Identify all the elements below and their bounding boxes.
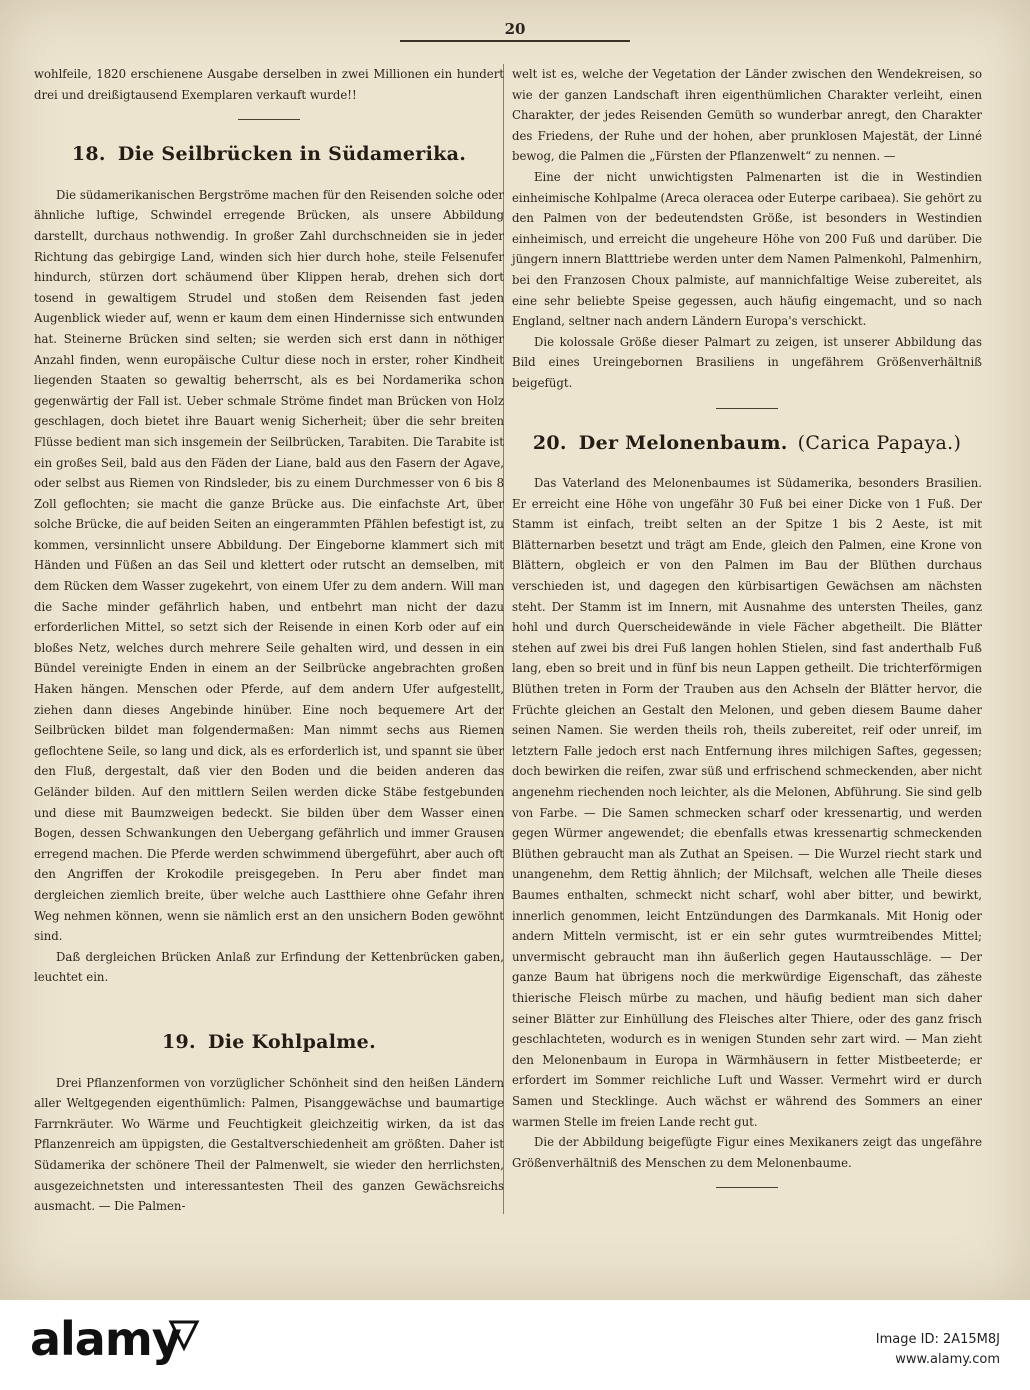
website-label: www.alamy.com xyxy=(895,1352,1000,1367)
section-20-heading xyxy=(512,433,982,454)
section-latin-name: (Carica Papaya.) xyxy=(797,431,962,454)
brand-logo: alamy xyxy=(30,1312,181,1366)
page-number: 20 xyxy=(504,20,526,38)
body-paragraph: welt ist es, welche der Vegetation der Länder zwischen den Wendekreisen, so wie der ganzen Landschaft ihren eigenthümlichen Charakter verleiht, einen Charakter, der jedes Reisenden Gemüth so wunderbar anregt, den Charakter des Friedens, der Ruhe und der hohen, aber prunklosen Majestät, der Linné bewog, die Palmen die „Fürsten der Pflanzenwelt“ zu nennen. — xyxy=(512,67,982,164)
body-paragraph: Die kolossale Größe dieser Palmart zu zeigen, ist unserer Abbildung das Bild eines Ureingebornen Brasiliens in ungefährem Größenverhältniß beigefügt. xyxy=(512,334,982,390)
section-number: 19. xyxy=(162,1030,196,1053)
body-paragraph: Das Vaterland des Melonenbaumes ist Südamerika, besonders Brasilien. Er erreicht eine Höhe von ungefähr 30 Fuß bei einer Dicke von 1 Fuß. Der Stamm ist einfach, treibt selten an der Spitze 1 bis 2 Aeste, ist mit Blätternarben besetzt und trägt am Ende, gleich den Palmen, eine Krone von Blättern, obgleich er von den Palmen im Bau der Blüthen durchaus verschieden ist, und dagegen den kürbisartigen Gewächsen am nächsten steht. Der Stamm ist im Innern, mit Ausnahme des untersten Theiles, ganz hohl und durch Querscheidewände in viele Fächer abgetheilt. Die Blätter stehen auf zwei bis drei Fuß langen hohlen Stielen, sind fast anderthalb Fuß lang, eben so breit und in fünf bis neun Lappen getheilt. Die trichterförmigen Blüthen treten in Form der Trauben aus den Achseln der Blätter hervor, die Früchte gleichen an Gestalt den Melonen, und geben diesem Baume daher seinen Namen. Sie werden theils roh, theils zubereitet, reif oder unreif, im letztern Falle jedoch erst nach Entfernung ihres milchigen Saftes, gegessen; doch bewirken die reifen, zwar süß und erfrischend schmeckenden, aber nicht angenehm riechenden noch leichter, als die Melonen, Abführung. Sie sind gelb von Farbe. — Die Samen schmecken scharf oder kressenartig, und werden gegen Würmer angewendet; die ebenfalls etwas kressenartig schmeckenden Blüthen gebraucht man als Zuthat an Speisen. — Die Wurzel riecht stark und unangenehm, dem Rettig ähnlich; der Milchsaft, welchen alle Theile dieses Baumes enthalten, schmeckt nicht scharf, wohl aber bitter, und bewirkt, innerlich genommen, leicht Entzündungen des Darmkanals. Mit Honig oder andern Mitteln vermischt, ist er ein sehr gutes wurmtreibendes Mittel; unvermischt gebraucht man ihn äußerlich gegen Hautausschläge. — Der ganze Baum hat übrigens noch die merkwürdige Eigenschaft, das zäheste thierische Fleisch mürbe zu machen, und häufig bedient man sich daher seiner Blätter zur Einhüllung des Fleisches alter Thiere, oder des ganz frisch geschlachteten, wodurch es in wenigen Stunden sehr zart wird. — Man zieht den Melonenbaum in Europa in Wärmhäusern in fetter Mistbeeterde; er erfordert im Sommer reichliche Luft und Wasser. Vermehrt wird er durch Samen und Stecklinge. Auch wächst er während des Sommers an einer warmen Stelle im freien Lande recht gut. xyxy=(512,476,982,1129)
image-id-label: Image ID: 2A15M8J xyxy=(875,1332,1000,1347)
brand-mark-icon xyxy=(167,1318,201,1352)
section-separator xyxy=(716,1187,778,1188)
section-title: Die Kohlpalme. xyxy=(207,1030,376,1053)
stock-meta xyxy=(876,1330,1000,1370)
body-paragraph: Die südamerikanischen Bergströme machen für den Reisenden solche oder ähnliche luftige, Schwindel erregende Brücken, als unsere Abbildung darstellt, durchaus nothwendig. In großer Zahl durchschneiden sie in jeder Richtung das gebirgige Land, winden sich hier durch hohe, steile Felsenufer hindurch, stürzen dort schäumend über Klippen herab, drehen sich dort tosend in gewaltigem Strudel und stoßen dem Reisenden fast jeden Augenblick wieder auf, wenn er kaum dem einen Hindernisse sich entwunden hat. Steinerne Brücken sind selten; sie werden sich erst dann in nöthiger Anzahl finden, wenn europäische Cultur diese noch in erster, roher Kindheit liegenden Staaten so gewaltig beherrscht, als es bei Nordamerika schon gegenwärtig der Fall ist. Ueber schmale Ströme findet man Brücken von Holz geschlagen, doch bietet ihre Bauart wenig Sicherheit; über die sehr breiten Flüsse bedient man sich insgemein der Seilbrücken, Tarabiten. Die Tarabite ist ein großes Seil, bald aus den Fäden der Liane, bald aus den Fasern der Agave, oder selbst aus Riemen von Rindsleder, bis zu einem Durchmesser von 6 bis 8 Zoll geflochten; sie macht die ganze Brücke aus. Die einfachste Art, über solche Brücke, die auf beiden Seiten an eingerammten Pfählen befestigt ist, zu kommen, versinnlicht unsere Abbildung. Der Eingeborne klammert sich mit Händen und Füßen an das Seil und klettert oder rutscht an demselben, mit dem Rücken dem Wasser zugekehrt, von einem Ufer zu dem andern. Will man die Sache minder gefährlich haben, und entbehrt man nicht der dazu erforderlichen Mittel, so setzt sich der Reisende in einen Korb oder auf ein bloßes Netz, welches durch mehrere Seile gehalten wird, und dessen in ein Bündel vereinigte Enden in einem an der Seilbrücke angebrachten großen Haken hängen. Menschen oder Pferde, auf dem andern Ufer aufgestellt, ziehen dann dieses Angebinde hinüber. Eine noch bequemere Art der Seilbrücken bildet man folgendermaßen: Man nimmt sechs aus Riemen geflochtene Seile, so lang und dick, als es erforderlich ist, und spannt sie über den Fluß, dergestalt, daß vier den Boden und die beiden anderen das Geländer bilden. Auf den mittlern Seilen werden dicke Stäbe festgebunden und diese mit Baumzweigen bedeckt. Sie bilden über dem Wasser einen Bogen, dessen Schwankungen den Uebergang gefährlich und immer Grausen erregend machen. Die Pferde werden schwimmend übergeführt, aber auch oft den Angriffen der Krokodile preisgegeben. In Peru aber findet man dergleichen ziemlich breite, über welche auch Lastthiere ohne Gefahr ihren Weg nehmen können, wenn sie nämlich erst an den unsichern Boden gewöhnt sind. xyxy=(34,187,504,944)
body-paragraph: Daß dergleichen Brücken Anlaß zur Erfindung der Kettenbrücken gaben, leuchtet ein. xyxy=(34,949,504,985)
right-column xyxy=(512,64,982,1202)
section-title: Der Melonenbaum. xyxy=(578,431,788,454)
section-number: 20. xyxy=(532,431,567,454)
header-rule xyxy=(400,40,630,42)
section-title: Die Seilbrücken in Südamerika. xyxy=(117,143,467,166)
section-separator xyxy=(716,408,778,409)
section-separator xyxy=(238,119,300,120)
body-paragraph: Drei Pflanzenformen von vorzüglicher Schönheit sind den heißen Ländern aller Weltgegenden eigenthümlich: Palmen, Pisanggewächse und baumartige Farrnkräuter. Wo Wärme und Feuchtigkeit gleichzeitig wirken, da ist das Pflanzenreich am üppigsten, die Gestaltverschiedenheit am größten. Daher ist Südamerika der schönere Theil der Palmenwelt, sie wieder den herrlichsten, ausgezeichnetsten und interessantesten Theil des ganzen Gewächsreichs ausmacht. — Die Palmen- xyxy=(34,1075,504,1214)
body-paragraph: Eine der nicht unwichtigsten Palmenarten ist die in Westindien einheimische Kohlpalme (Areca oleracea oder Euterpe caribaea). Sie gehört zu den Palmen von der bedeutendsten Größe, ist besonders in Westindien einheimisch, und erreicht die ungeheure Höhe von 200 Fuß und darüber. Die jüngern innern Blatttriebe werden unter dem Namen Palmenkohl, Palmenhirn, bei den Franzosen Choux palmiste, auf mannichfaltige Weise zubereitet, als eine sehr beliebte Speise gegessen, auch häufig eingemacht, und so nach England, seltner nach andern Ländern Europa's verschickt. xyxy=(512,169,982,329)
section-18-heading xyxy=(34,144,504,165)
left-column xyxy=(34,64,504,1217)
body-paragraph: Die der Abbildung beigefügte Figur eines Mexikaners zeigt das ungefähre Größenverhältniß des Menschen zu dem Melonenbaume. xyxy=(512,1135,982,1170)
section-number: 18. xyxy=(71,143,106,166)
section-19-heading xyxy=(34,1032,504,1053)
intro-paragraph: wohlfeile, 1820 erschienene Ausgabe derselben in zwei Millionen ein hundert drei und dreißigtausend Exemplaren verkauft wurde!! xyxy=(34,67,504,102)
